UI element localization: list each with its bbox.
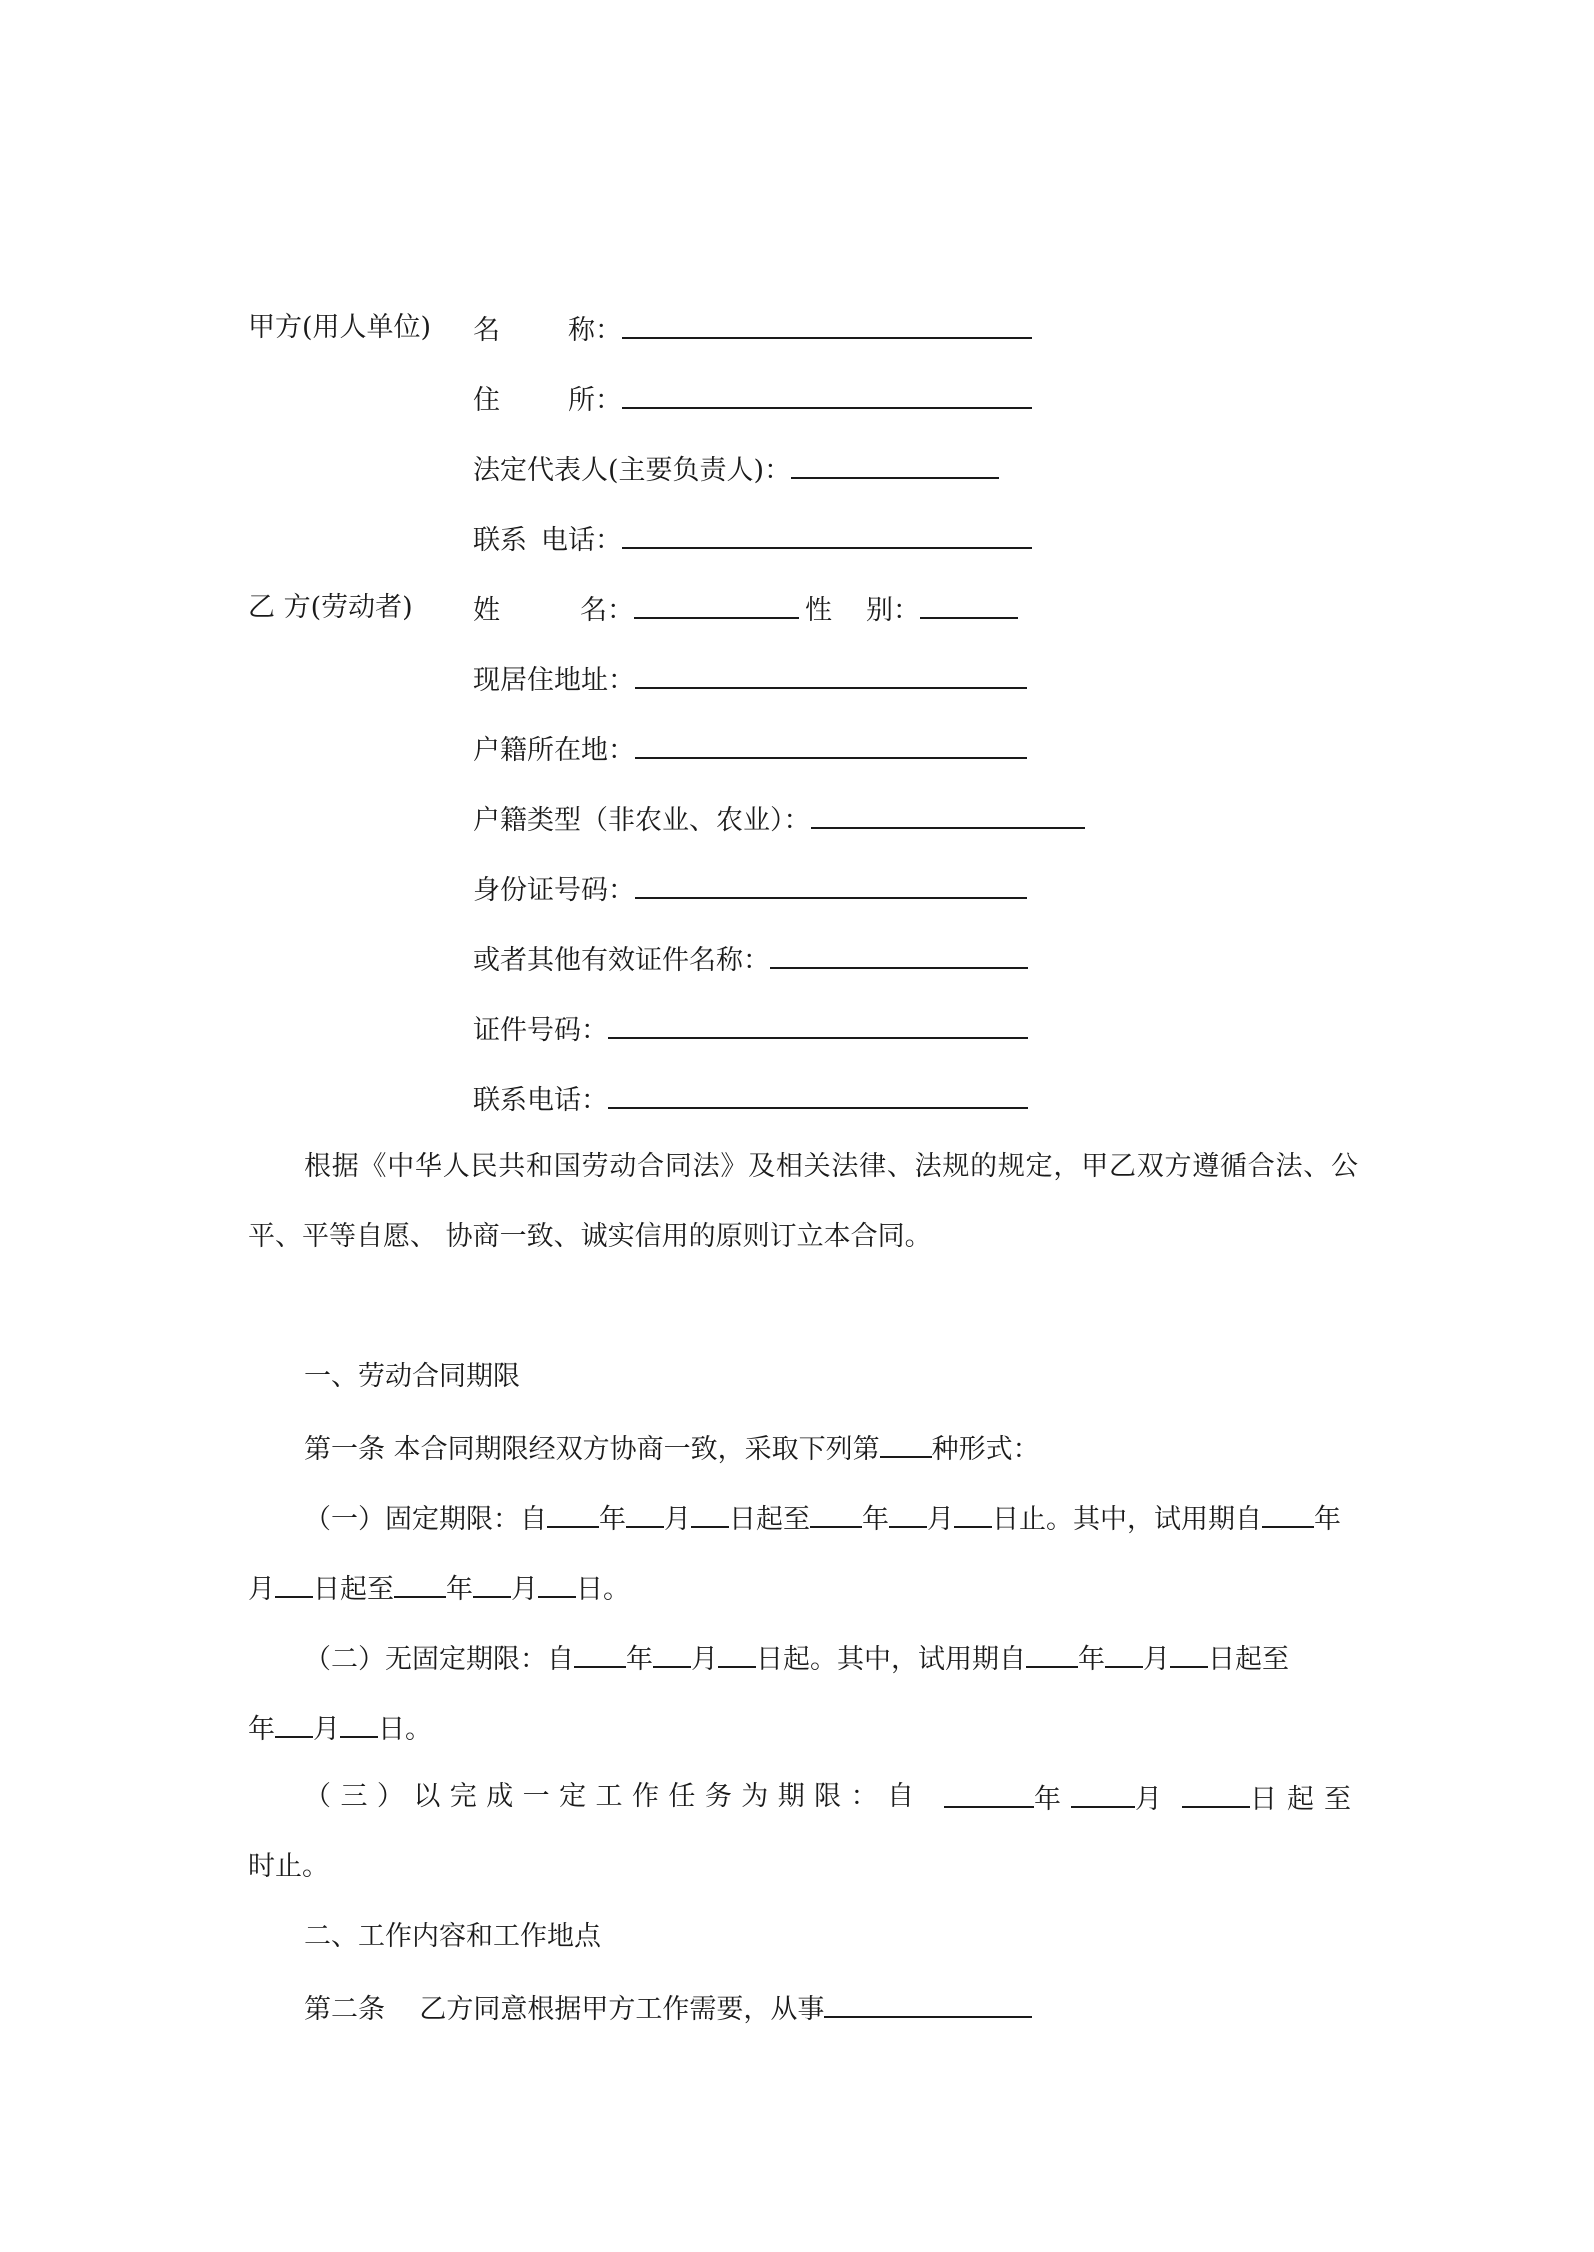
task-char: 作 [631, 1781, 659, 1812]
party-b-name-row [473, 591, 1018, 625]
fixed-probation-end-day-label: 日。 [576, 1574, 630, 1605]
party-b-name-label-2: 名： [580, 595, 634, 626]
article-1-text: 第一条 本合同期限经双方协商一致，采取下列第 [304, 1434, 880, 1465]
section-2-heading: 二、工作内容和工作地点 [304, 1921, 601, 1952]
task-char: 成 [486, 1781, 514, 1812]
open-start-year-label: 年 [626, 1644, 653, 1675]
party-a-name-row [473, 311, 1032, 345]
fixed-start-month-field[interactable] [626, 1500, 664, 1528]
open-start-month-label: 月 [691, 1644, 718, 1675]
open-probation-month-field[interactable] [1105, 1640, 1143, 1668]
party-a-name-label-1: 名 [473, 315, 500, 346]
party-b-cert-number-label: 证件号码： [473, 1015, 608, 1046]
party-b-gender-label-1: 性 [805, 595, 832, 626]
fixed-term-line-1 [304, 1500, 1341, 1534]
party-a-address-label-1: 住 [473, 385, 500, 416]
fixed-probation-end-year-label: 年 [446, 1574, 473, 1605]
open-start-year-field[interactable] [574, 1640, 626, 1668]
open-probation-day-label: 日起至 [1208, 1644, 1289, 1675]
party-b-current-address-label: 现居住地址： [473, 665, 635, 696]
task-date-group [944, 1780, 1361, 1817]
fixed-probation-start-year-field[interactable] [1262, 1500, 1314, 1528]
party-b-other-id-label: 或者其他有效证件名称： [473, 945, 770, 976]
party-b-phone-field[interactable] [608, 1081, 1028, 1109]
task-char: 三 [340, 1781, 368, 1812]
party-a-phone-label-2: 电话： [541, 525, 622, 556]
open-start-day-field[interactable] [718, 1640, 756, 1668]
task-char: 自 [887, 1781, 914, 1812]
fixed-end-month-field[interactable] [889, 1500, 927, 1528]
open-term-label: （二）无固定期限：自 [304, 1644, 574, 1675]
open-probation-end-month-field[interactable] [275, 1710, 313, 1738]
party-b-household-location-label: 户籍所在地： [473, 735, 635, 766]
party-b-gender-label-2: 别： [866, 595, 920, 626]
party-b-phone-row [473, 1081, 1028, 1115]
fixed-term-line-2 [248, 1570, 630, 1604]
fixed-start-year-field[interactable] [547, 1500, 599, 1528]
fixed-probation-end-year-field[interactable] [394, 1570, 446, 1598]
party-b-cert-number-row [473, 1011, 1028, 1045]
fixed-probation-start-month-label: 月 [248, 1574, 275, 1605]
fixed-start-day-field[interactable] [691, 1500, 729, 1528]
article-2-text: 第二条 乙方同意根据甲方工作需要，从事 [304, 1994, 825, 2025]
fixed-start-month-label: 月 [664, 1504, 691, 1535]
party-a-address-label-2: 所： [568, 385, 622, 416]
party-b-id-number-row [473, 871, 1027, 905]
open-probation-end-year-label: 年 [248, 1714, 275, 1745]
party-a-phone-row [473, 521, 1032, 555]
party-a-legal-rep-field[interactable] [791, 451, 999, 479]
fixed-end-day-label: 日止。其中，试用期自 [992, 1504, 1262, 1535]
party-a-name-label-2: 称： [568, 315, 622, 346]
task-char: 定 [559, 1781, 587, 1812]
fixed-end-day-field[interactable] [954, 1500, 992, 1528]
task-start-day-field[interactable] [1182, 1780, 1250, 1808]
task-start-year-label: 年 [1034, 1784, 1061, 1815]
open-term-line-1 [304, 1640, 1289, 1674]
party-b-id-number-field[interactable] [635, 871, 1027, 899]
fixed-end-month-label: 月 [927, 1504, 954, 1535]
party-b-name-label-1: 姓 [473, 595, 500, 626]
task-start-year-field[interactable] [944, 1780, 1034, 1808]
open-probation-end-day-label: 日。 [378, 1714, 432, 1745]
task-char: 工 [595, 1781, 623, 1812]
open-probation-end-day-field[interactable] [340, 1710, 378, 1738]
task-char: 限 [814, 1781, 842, 1812]
party-a-label: 甲方(用人单位) [248, 312, 432, 343]
article-2-job-field[interactable] [824, 1990, 1032, 2018]
open-probation-year-field[interactable] [1026, 1640, 1078, 1668]
open-probation-day-field[interactable] [1170, 1640, 1208, 1668]
party-b-other-id-row [473, 941, 1028, 975]
open-start-day-label: 日起。其中，试用期自 [756, 1644, 1026, 1675]
party-b-current-address-row [473, 661, 1027, 695]
task-char: 一 [522, 1781, 550, 1812]
party-b-other-id-field[interactable] [770, 941, 1028, 969]
preamble-line-1: 根据《中华人民共和国劳动合同法》及相关法律、法规的规定，甲乙双方遵循合法、公 [304, 1151, 1358, 1182]
task-char: （ [304, 1781, 331, 1812]
party-a-legal-rep-row [473, 451, 999, 485]
open-probation-month-label: 月 [1143, 1644, 1170, 1675]
article-1-option-field[interactable] [880, 1430, 932, 1458]
task-char: 务 [704, 1781, 732, 1812]
section-1-heading: 一、劳动合同期限 [304, 1361, 520, 1392]
task-term-line-1 [304, 1780, 1361, 1815]
open-probation-year-label: 年 [1078, 1644, 1105, 1675]
party-b-label: 乙 方(劳动者) [248, 592, 413, 623]
party-b-gender-field[interactable] [920, 591, 1018, 619]
party-a-phone-field[interactable] [622, 521, 1032, 549]
party-b-cert-number-field[interactable] [608, 1011, 1028, 1039]
party-b-id-number-label: 身份证号码： [473, 875, 635, 906]
party-a-phone-label-1: 联系 [473, 525, 527, 556]
open-probation-end-month-label: 月 [313, 1714, 340, 1745]
task-start-month-field[interactable] [1071, 1780, 1135, 1808]
open-start-month-field[interactable] [653, 1640, 691, 1668]
fixed-probation-end-month-label: 月 [511, 1574, 538, 1605]
fixed-start-year-label: 年 [599, 1504, 626, 1535]
party-b-household-type-label: 户籍类型（非农业、农业）： [473, 805, 811, 836]
task-start-day-label: 日起至 [1250, 1784, 1361, 1815]
task-char: 为 [741, 1781, 769, 1812]
fixed-term-label: （一）固定期限：自 [304, 1504, 547, 1535]
fixed-probation-start-year-label: 年 [1314, 1504, 1341, 1535]
task-char: 以 [413, 1781, 441, 1812]
fixed-probation-end-day-field[interactable] [538, 1570, 576, 1598]
open-term-line-2 [248, 1710, 432, 1744]
article-2 [304, 1990, 1032, 2024]
party-b-household-type-field[interactable] [811, 801, 1085, 829]
party-b-name-field[interactable] [634, 591, 799, 619]
task-char: ： [850, 1781, 878, 1812]
party-b-phone-label: 联系电话： [473, 1085, 608, 1116]
fixed-probation-end-month-field[interactable] [473, 1570, 511, 1598]
task-term-line-2: 时止。 [248, 1851, 329, 1882]
article-1-suffix: 种形式： [931, 1434, 1040, 1465]
task-char: 完 [449, 1781, 477, 1812]
party-a-name-field[interactable] [622, 311, 1032, 339]
party-b-current-address-field[interactable] [635, 661, 1027, 689]
party-b-household-location-field[interactable] [635, 731, 1027, 759]
task-char: 期 [777, 1781, 805, 1812]
fixed-start-day-label: 日起至 [729, 1504, 810, 1535]
fixed-probation-start-day-label: 日起至 [313, 1574, 394, 1605]
party-a-address-field[interactable] [622, 381, 1032, 409]
preamble-line-2: 平、平等自愿、 协商一致、诚实信用的原则订立本合同。 [248, 1221, 932, 1252]
party-b-household-location-row [473, 731, 1027, 765]
article-1 [304, 1430, 1040, 1464]
party-b-household-type-row [473, 801, 1085, 835]
party-a-legal-rep-label: 法定代表人(主要负责人)： [473, 455, 792, 486]
task-char: 任 [668, 1781, 696, 1812]
task-char: ） [376, 1781, 404, 1812]
task-start-month-label: 月 [1135, 1784, 1162, 1815]
fixed-probation-start-day-field[interactable] [275, 1570, 313, 1598]
fixed-end-year-label: 年 [862, 1504, 889, 1535]
task-term-label [304, 1780, 914, 1814]
party-a-address-row [473, 381, 1032, 415]
fixed-end-year-field[interactable] [810, 1500, 862, 1528]
